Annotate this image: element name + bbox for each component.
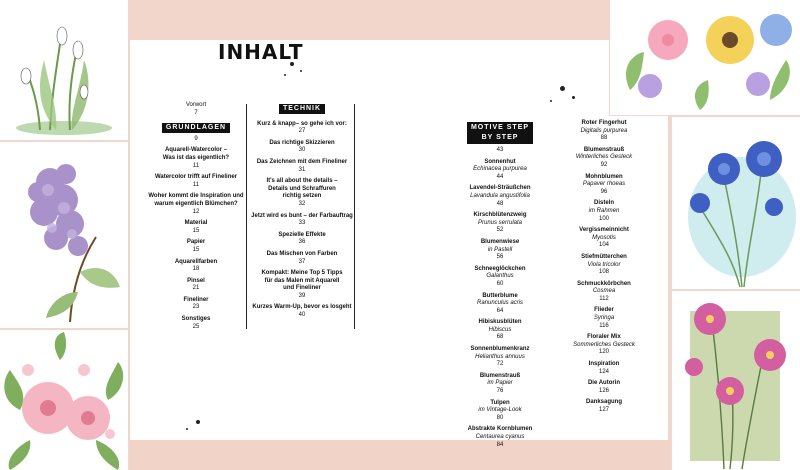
toc-entry-page: 76 xyxy=(496,388,504,395)
toc-entry-title: Blumenstrauß xyxy=(479,372,521,379)
toc-entry-page: 68 xyxy=(496,334,504,341)
toc-entry[interactable] xyxy=(250,121,354,136)
toc-entry-page: 108 xyxy=(598,269,609,276)
toc-entry-page: 9 xyxy=(194,135,198,142)
toc-entry-subtitle: Galanthus xyxy=(486,273,514,280)
toc-entry-page: 15 xyxy=(192,246,200,253)
toc-entry-page: 12 xyxy=(192,208,200,215)
toc-entry[interactable] xyxy=(250,140,354,155)
toc-entry-title: Papier xyxy=(186,239,206,246)
toc-column-motive-1 xyxy=(452,120,548,453)
toc-entry-title: Watercolor trifft auf Fineliner xyxy=(154,174,238,181)
section-badge-line: BY STEP xyxy=(481,134,519,141)
toc-entry[interactable] xyxy=(560,380,648,395)
toc-entry[interactable] xyxy=(148,259,244,274)
toc-entry-title: Kurzes Warm-Up, bevor es losgeht xyxy=(252,304,352,311)
toc-entry-title: Schmuckkörbchen xyxy=(577,280,631,287)
toc-entry-subtitle: Cosmea xyxy=(592,288,616,295)
toc-entry[interactable] xyxy=(560,399,648,414)
toc-entry[interactable] xyxy=(452,159,548,182)
toc-entry[interactable] xyxy=(452,319,548,342)
toc-entry-page: 21 xyxy=(192,285,200,292)
toc-entry[interactable] xyxy=(452,426,548,449)
toc-column-motive-2 xyxy=(560,120,648,419)
cornflower-illustration xyxy=(672,117,800,289)
toc-entry[interactable] xyxy=(148,220,244,235)
mixed-flowers-card xyxy=(610,0,800,115)
toc-entry-title: Kompakt: Meine Top 5 Tipps für das Malen mit Aquarell und Fineliner xyxy=(261,270,343,292)
toc-entry-subtitle: Winterliches Gesteck xyxy=(575,154,633,161)
toc-entry[interactable] xyxy=(560,281,648,304)
toc-column-grundlagen xyxy=(148,102,244,335)
toc-entry-title: Danksagung xyxy=(585,399,622,406)
toc-entry-title: Stiefmütterchen xyxy=(581,253,627,260)
toc-entry-page: 7 xyxy=(194,109,198,116)
toc-entry-title: Das Mischen von Farben xyxy=(266,250,338,257)
toc-entry-page: 112 xyxy=(599,295,609,302)
toc-entry[interactable] xyxy=(452,266,548,289)
ink-splatter xyxy=(550,100,552,102)
toc-entry[interactable] xyxy=(560,147,648,170)
toc-entry-title: Das richtige Skizzieren xyxy=(269,139,335,146)
toc-entry-page: 120 xyxy=(598,349,609,356)
toc-entry-page: 37 xyxy=(298,258,306,265)
toc-entry-title: Flieder xyxy=(594,307,614,314)
toc-entry[interactable] xyxy=(250,178,354,208)
toc-entry[interactable] xyxy=(148,278,244,293)
toc-entry-title: Aquarell-Watercolor – Was ist das eigentlich? xyxy=(162,147,230,161)
toc-entry-page: 40 xyxy=(298,312,306,319)
section-badge xyxy=(467,122,533,144)
toc-entry[interactable] xyxy=(452,293,548,316)
toc-entry-page: 11 xyxy=(192,181,200,188)
toc-entry-title: Das Zeichnen mit dem Fineliner xyxy=(256,158,348,165)
cosmea-illustration xyxy=(672,291,800,470)
ink-splatter xyxy=(560,86,565,91)
column-divider xyxy=(246,104,247,329)
toc-entry[interactable] xyxy=(148,147,244,170)
toc-entry-page: 124 xyxy=(598,368,609,375)
ink-splatter xyxy=(300,70,302,72)
toc-entry-page: 100 xyxy=(598,215,609,222)
toc-entry-title: Inspiration xyxy=(588,361,620,368)
cosmea-card xyxy=(672,291,800,470)
toc-entry[interactable] xyxy=(452,373,548,396)
toc-entry-subtitle: Echinacea purpurea xyxy=(473,166,527,173)
toc-entry-title: Sonnenblumenkranz xyxy=(470,346,530,353)
toc-entry-subtitle: im Papier xyxy=(487,380,513,387)
toc-entry[interactable] xyxy=(560,174,648,197)
toc-entry-page: 96 xyxy=(600,188,608,195)
toc-entry[interactable] xyxy=(148,239,244,254)
ink-splatter xyxy=(572,96,575,99)
toc-entry[interactable] xyxy=(250,232,354,247)
toc-entry[interactable] xyxy=(560,227,648,250)
toc-entry[interactable] xyxy=(452,239,548,262)
toc-entry-title: Hibiskusblüten xyxy=(478,319,522,326)
toc-entry[interactable] xyxy=(560,307,648,330)
toc-entry-title: Woher kommt die Inspiration und warum eigentlich Blümchen? xyxy=(148,193,244,207)
toc-entry[interactable] xyxy=(148,297,244,312)
toc-entry-title: Fineliner xyxy=(183,296,209,303)
toc-entry-subtitle: Sommerliches Gesteck xyxy=(573,341,635,348)
toc-column-technik xyxy=(250,102,354,324)
toc-entry-title: Vorwort xyxy=(185,102,207,108)
toc-entry-page: 43 xyxy=(496,147,504,153)
toc-entry-subtitle: Papaver rhoeas xyxy=(582,181,626,188)
toc-entry-page: 104 xyxy=(598,242,609,249)
toc-entry-subtitle: im Rahmen xyxy=(588,207,620,214)
toc-entry-title: Butterblume xyxy=(482,292,518,299)
section-badge: TECHNIK xyxy=(279,104,325,114)
toc-entry[interactable] xyxy=(452,346,548,369)
toc-entry[interactable] xyxy=(148,102,244,117)
toc-entry-title: Schneeglöckchen xyxy=(474,265,526,272)
toc-entry-page: 44 xyxy=(496,173,504,180)
toc-entry-title: It's all about the details – Details und Schraffuren richtig setzen xyxy=(266,178,338,200)
toc-entry-title: Kirschblütenzweig xyxy=(473,212,527,219)
toc-entry-page: 60 xyxy=(496,280,504,287)
toc-entry[interactable] xyxy=(148,316,244,331)
toc-entry-subtitle: Centaurea cyanus xyxy=(475,434,525,440)
toc-entry-page: 126 xyxy=(598,387,609,394)
toc-entry[interactable] xyxy=(250,270,354,300)
toc-entry-subtitle: Myosotis xyxy=(592,234,616,241)
lilac-card xyxy=(0,142,128,328)
toc-entry[interactable] xyxy=(250,251,354,266)
toc-entry-page: 64 xyxy=(496,307,504,314)
toc-entry-page: 18 xyxy=(192,266,200,273)
toc-entry-page: 32 xyxy=(298,200,306,207)
toc-entry[interactable] xyxy=(560,254,648,277)
toc-entry-page: 116 xyxy=(599,322,609,329)
cornflower-card xyxy=(672,117,800,289)
toc-entry[interactable] xyxy=(250,304,354,319)
page-title: INHALT xyxy=(218,40,304,64)
toc-entry[interactable] xyxy=(148,174,244,189)
snowdrop-card xyxy=(0,0,128,140)
lilac-illustration xyxy=(0,142,128,328)
toc-entry[interactable] xyxy=(560,361,648,376)
toc-entry-title: Aquarellfarben xyxy=(174,258,218,265)
hibiscus-card xyxy=(0,330,128,470)
toc-entry-page: 56 xyxy=(496,254,504,261)
toc-entry-title: Sonstiges xyxy=(181,316,211,323)
toc-entry-subtitle: Digitalis purpurea xyxy=(580,127,628,134)
toc-entry[interactable] xyxy=(452,212,548,235)
toc-entry-title: Mohnblumen xyxy=(585,173,623,180)
toc-entry-title: Tulpen xyxy=(490,399,510,406)
toc-entry-title: Abstrakte Kornblumen xyxy=(467,426,533,433)
toc-entry[interactable] xyxy=(560,334,648,357)
toc-entry-title: Lavendel-Sträußchen xyxy=(469,185,531,192)
toc-entry-title: Vergissmeinnicht xyxy=(579,227,629,234)
ink-splatter xyxy=(284,74,286,76)
column-divider xyxy=(354,104,355,329)
toc-entry-page: 92 xyxy=(600,161,608,168)
section-badge-line: MOTIVE STEP xyxy=(470,124,530,131)
toc-entry-subtitle: Helianthus annuus xyxy=(475,353,525,360)
toc-entry-title: Sonnenhut xyxy=(484,158,516,165)
toc-entry-title: Pinsel xyxy=(187,277,205,284)
toc-entry-page: 25 xyxy=(192,323,200,330)
toc-entry-title: Blumenwiese xyxy=(480,238,520,245)
toc-entry-subtitle: Lavandula angustifolia xyxy=(470,192,530,199)
toc-section-header[interactable] xyxy=(250,102,354,117)
section-badge: GRUNDLAGEN xyxy=(162,123,230,133)
toc-entry-page: 52 xyxy=(496,227,504,234)
toc-entry-page: 11 xyxy=(192,162,200,169)
mixed-flowers-illustration xyxy=(610,0,800,115)
toc-entry-subtitle: Hibiscus xyxy=(488,326,512,333)
toc-entry-title: Disteln xyxy=(593,200,614,207)
toc-entry-title: Die Autorin xyxy=(587,380,621,387)
toc-entry[interactable] xyxy=(148,193,244,216)
toc-entry-subtitle: Viola tricolor xyxy=(587,261,621,268)
toc-entry-title: Jetzt wird es bunt – der Farbauftrag xyxy=(251,212,353,219)
toc-entry-title: Spezielle Effekte xyxy=(278,231,326,238)
ink-splatter xyxy=(186,428,188,430)
toc-entry-page: 27 xyxy=(298,128,306,135)
toc-entry-subtitle: in Pastell xyxy=(487,246,513,253)
snowdrop-illustration xyxy=(0,0,128,140)
toc-entry-page: 36 xyxy=(298,239,306,246)
toc-entry-subtitle: Ranunculus acris xyxy=(476,300,524,307)
toc-entry-page: 23 xyxy=(192,304,200,311)
toc-entry-page: 88 xyxy=(600,135,608,142)
toc-entry-subtitle: Prunus serrulata xyxy=(477,219,523,226)
toc-section-header[interactable] xyxy=(452,120,548,155)
toc-entry[interactable] xyxy=(452,185,548,208)
toc-entry-page: 31 xyxy=(298,166,306,173)
toc-entry-page: 72 xyxy=(496,361,504,368)
toc-entry-page: 30 xyxy=(298,147,306,154)
toc-entry-title: Blumenstrauß xyxy=(583,146,625,153)
toc-entry-title: Floraler Mix xyxy=(587,334,621,341)
toc-entry-title: Roter Fingerhut xyxy=(581,120,627,126)
toc-entry-page: 84 xyxy=(496,441,504,448)
toc-entry-subtitle: im Vintage-Look xyxy=(478,407,522,414)
toc-entry-title: Kurz & knapp– so gehe ich vor: xyxy=(257,120,347,127)
ink-splatter xyxy=(196,420,200,424)
hibiscus-illustration xyxy=(0,330,128,470)
toc-entry-page: 39 xyxy=(298,292,306,299)
toc-entry-page: 33 xyxy=(298,220,306,227)
toc-section-header[interactable] xyxy=(148,121,244,143)
toc-entry-subtitle: Syringa xyxy=(593,315,615,322)
toc-entry[interactable] xyxy=(452,400,548,423)
toc-entry-page: 127 xyxy=(598,407,609,413)
toc-entry-page: 48 xyxy=(496,200,504,207)
toc-entry[interactable] xyxy=(560,120,648,143)
toc-entry-page: 80 xyxy=(496,414,504,421)
toc-entry[interactable] xyxy=(560,200,648,223)
toc-entry[interactable] xyxy=(250,213,354,228)
toc-entry[interactable] xyxy=(250,159,354,174)
pink-strip-bottom xyxy=(130,440,670,470)
toc-entry-page: 15 xyxy=(192,227,200,234)
toc-entry-title: Material xyxy=(184,220,208,227)
